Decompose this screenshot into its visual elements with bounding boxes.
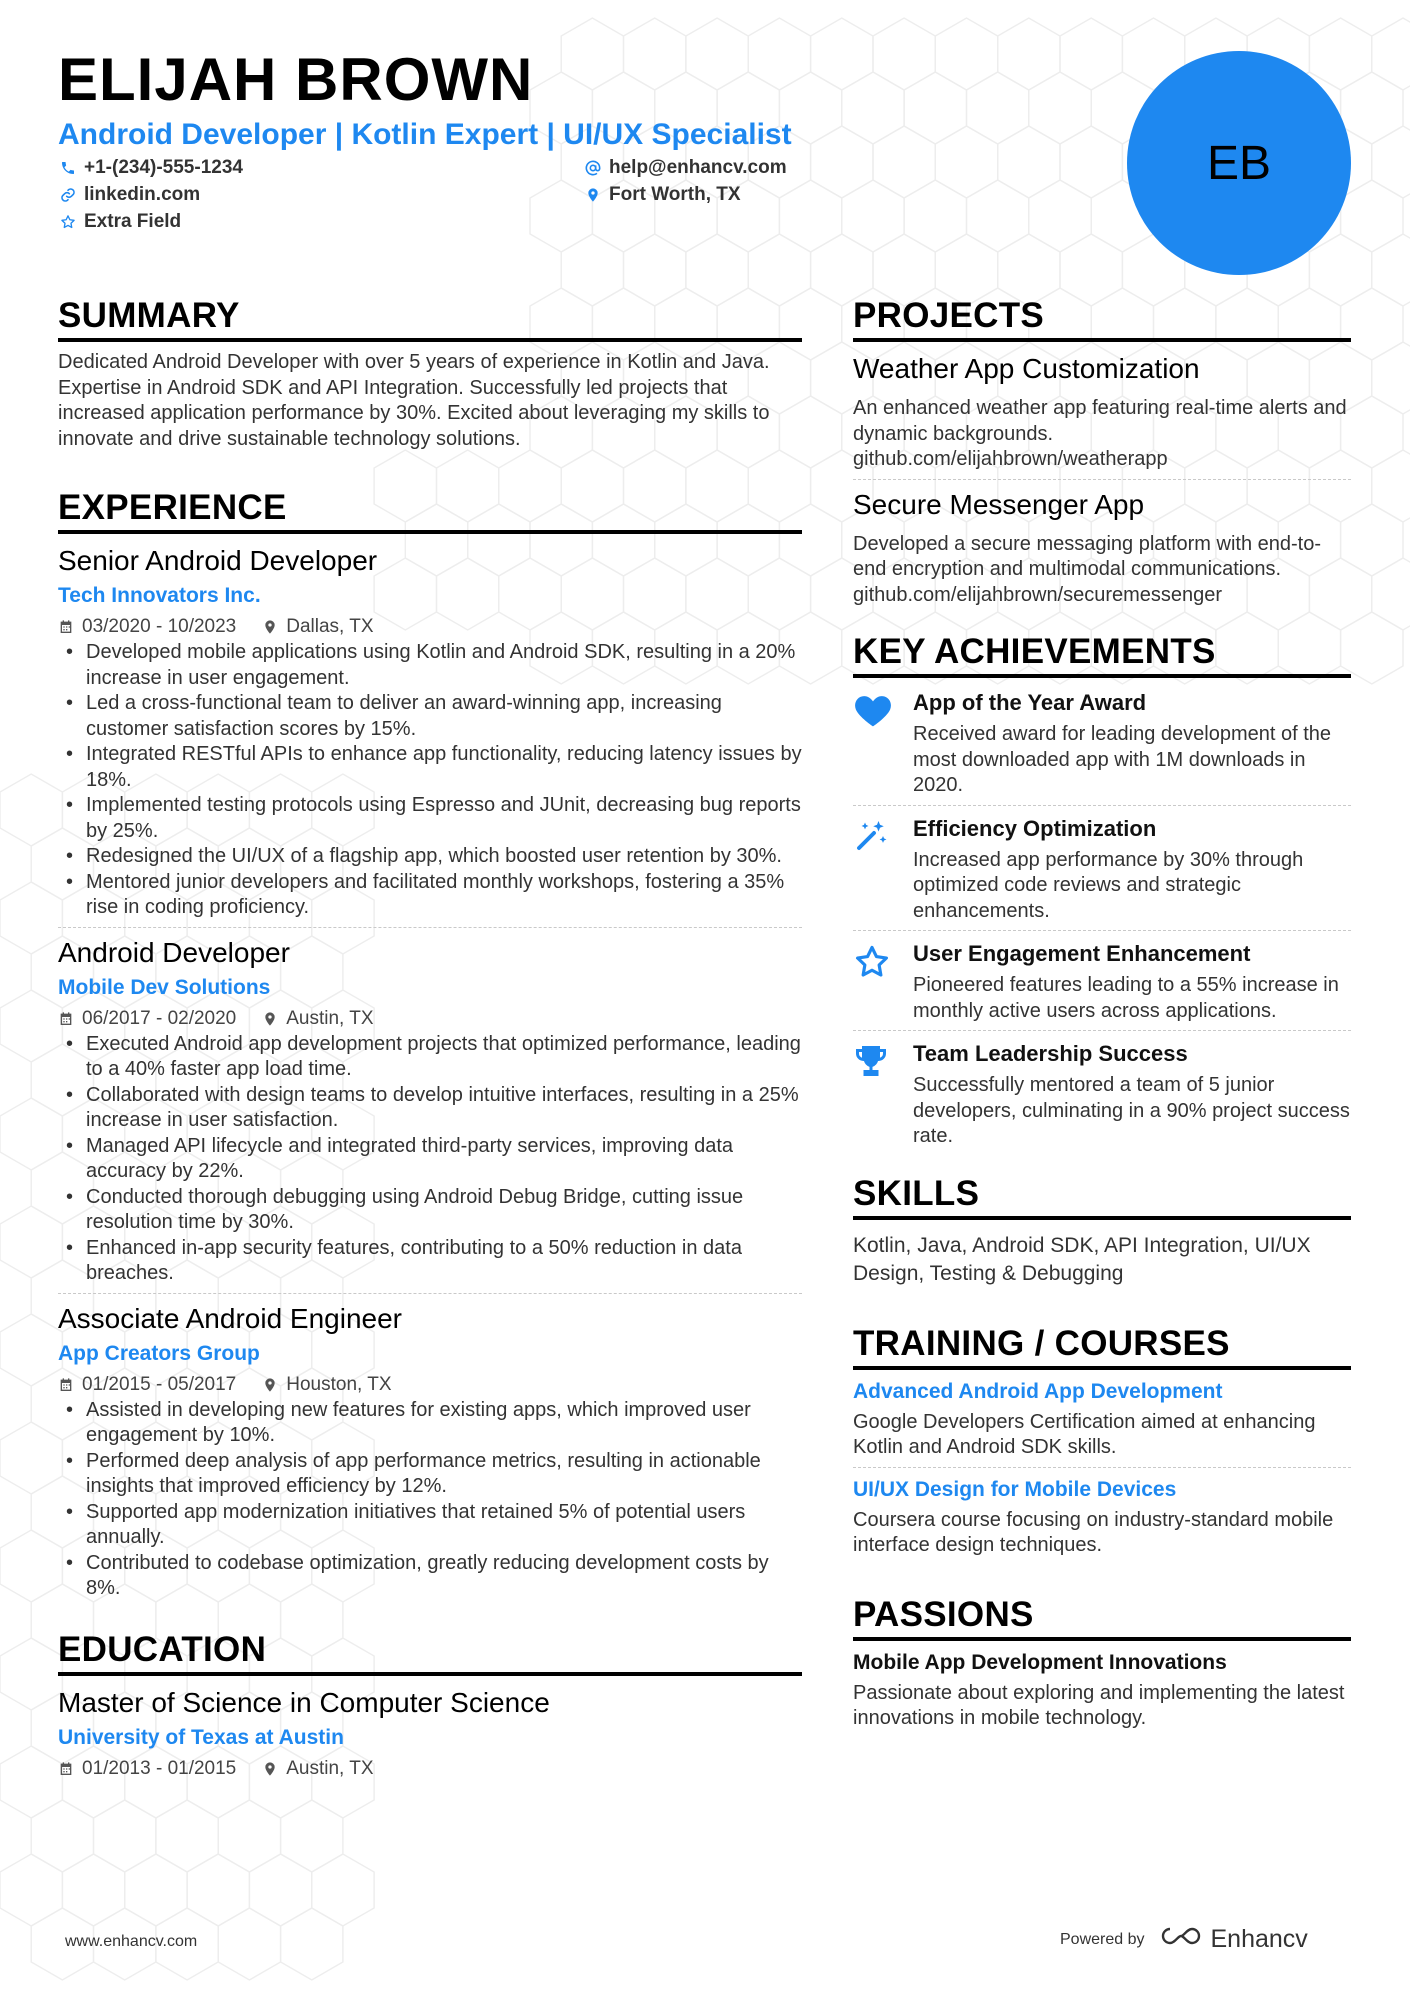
course-entry [853, 1468, 1351, 1559]
job-bullet: • Led a cross-functional team to deliver an award-winning app, increasing customer satisfaction scores by 15%. [86, 691, 802, 742]
contact-linkedin[interactable] [60, 183, 200, 207]
passion-description: Passionate about exploring and implementing the latest innovations in mobile technology. [853, 1681, 1345, 1729]
powered-by-label: Powered by [1060, 1930, 1145, 1948]
achievement-title: User Engagement Enhancement [913, 941, 1251, 966]
job-bullet: • Developed mobile applications using Kotlin and Android SDK, resulting in a 20% increase in user engagement. [86, 640, 802, 691]
job-title: Senior Android Developer [58, 545, 378, 576]
achievement-description: Successfully mentored a team of 5 junior developers, culminating in a 90% project success rate. [913, 1074, 1350, 1147]
achievement-title: Team Leadership Success [913, 1041, 1188, 1066]
job-bullet: • Contributed to codebase optimization, greatly reducing development costs by 8%. [86, 1551, 802, 1602]
job-bullet: • Supported app modernization initiatives that retained 5% of potential users annually. [86, 1500, 802, 1551]
education-dates: 01/2013 - 01/2015 [82, 1757, 237, 1779]
achievement-item [853, 1031, 1351, 1150]
job-bullets [58, 1032, 802, 1287]
achievements-section [853, 632, 1351, 1150]
calendar-icon [58, 1761, 74, 1777]
job-title: Android Developer [58, 936, 290, 968]
job-company: Tech Innovators Inc. [58, 584, 261, 607]
course-entry [853, 1370, 1351, 1468]
calendar-icon [58, 619, 74, 635]
achievement-item [853, 678, 1351, 806]
achievement-content [913, 1039, 1351, 1150]
passions-heading: PASSIONS [853, 1595, 1351, 1641]
job-location: Houston, TX [286, 1373, 392, 1395]
training-section [853, 1324, 1351, 1559]
job-dates: 01/2015 - 05/2017 [82, 1373, 237, 1395]
summary-heading: SUMMARY [58, 296, 802, 342]
contact-phone[interactable] [60, 156, 243, 180]
job-meta [58, 1006, 802, 1032]
education-heading: EDUCATION [58, 1630, 802, 1676]
candidate-headline: Android Developer | Kotlin Expert | UI/UX Specialist [58, 118, 792, 151]
location-pin-icon [262, 1377, 278, 1393]
project-name: Weather App Customization [853, 353, 1200, 384]
contact-phone-text: +1-(234)-555-1234 [84, 157, 243, 178]
experience-section [58, 488, 802, 1602]
achievement-content [913, 688, 1351, 799]
trophy-icon [853, 1039, 897, 1150]
phone-icon [60, 160, 76, 176]
job-bullet: • Enhanced in-app security features, contributing to a 50% reduction in data breaches. [86, 1236, 802, 1287]
achievement-title: App of the Year Award [913, 690, 1147, 715]
contact-email[interactable] [585, 156, 787, 180]
education-entry [58, 1676, 802, 1782]
job-bullet: • Conducted thorough debugging using Android Debug Bridge, cutting issue resolution time by 30%. [86, 1185, 802, 1236]
project-link[interactable]: github.com/elijahbrown/securemessenger [853, 583, 1223, 606]
project-description: An enhanced weather app featuring real-time alerts and dynamic backgrounds. [853, 397, 1347, 445]
skills-heading: SKILLS [853, 1174, 1351, 1220]
job-location: Dallas, TX [286, 616, 374, 637]
education-school: University of Texas at Austin [58, 1725, 344, 1749]
job-dates: 03/2020 - 10/2023 [82, 616, 237, 637]
project-entry [853, 480, 1351, 609]
education-location: Austin, TX [286, 1757, 374, 1779]
experience-entry [58, 928, 802, 1294]
heart-icon [853, 688, 897, 799]
summary-text: Dedicated Android Developer with over 5 years of experience in Kotlin and Java. Expertise in Android SDK and API Integration. Successfully led projects that increased application performance by 30%. Excited about leveraging my skills to innovate and drive sustainable technology solutions. [58, 351, 770, 450]
location-pin-icon [262, 1761, 278, 1777]
job-location: Austin, TX [286, 1007, 374, 1029]
training-heading: TRAINING / COURSES [853, 1324, 1351, 1370]
skills-list: Kotlin, Java, Android SDK, API Integration, UI/UX Design, Testing & Debugging [853, 1233, 1311, 1285]
location-pin-icon [262, 619, 278, 635]
skills-section [853, 1174, 1351, 1288]
job-dates: 06/2017 - 02/2020 [82, 1007, 237, 1029]
avatar [1127, 51, 1351, 275]
project-name: Secure Messenger App [853, 488, 1145, 520]
job-bullet: • Implemented testing protocols using Espresso and JUnit, decreasing bug reports by 25%. [86, 793, 802, 844]
passion-title: Mobile App Development Innovations [853, 1650, 1227, 1674]
achievement-description: Received award for leading development of the most downloaded app with 1M downloads in 2020. [913, 723, 1332, 796]
job-bullet: • Mentored junior developers and facilitated monthly workshops, fostering a 35% rise in coding proficiency. [86, 870, 802, 921]
contact-email-text: help@enhancv.com [609, 157, 787, 178]
achievement-title: Efficiency Optimization [913, 815, 1157, 841]
job-bullet: • Integrated RESTful APIs to enhance app functionality, reducing latency issues by 18%. [86, 742, 802, 793]
job-bullets [58, 640, 802, 921]
link-icon [60, 187, 76, 203]
right-column [853, 296, 1351, 1732]
calendar-icon [58, 1377, 74, 1393]
candidate-name: ELIJAH BROWN [58, 46, 534, 113]
job-meta [58, 1372, 802, 1398]
course-description: Google Developers Certification aimed at enhancing Kotlin and Android SDK skills. [853, 1410, 1316, 1458]
brand-name: Enhancv [1210, 1925, 1308, 1953]
passions-section [853, 1595, 1351, 1732]
job-bullet: • Assisted in developing new features for existing apps, which improved user engagement by 10%. [86, 1398, 802, 1449]
achievement-content [913, 814, 1351, 925]
job-company: App Creators Group [58, 1341, 260, 1365]
location-pin-icon [585, 187, 601, 203]
achievements-heading: KEY ACHIEVEMENTS [853, 632, 1351, 678]
experience-entry [58, 1294, 802, 1602]
achievement-item [853, 931, 1351, 1031]
education-meta [58, 1756, 802, 1782]
course-title: UI/UX Design for Mobile Devices [853, 1477, 1177, 1501]
location-pin-icon [262, 1011, 278, 1027]
job-bullets [58, 1398, 802, 1602]
projects-section [853, 296, 1351, 608]
job-bullet: • Redesigned the UI/UX of a flagship app, which boosted user retention by 30%. [86, 844, 802, 870]
achievement-description: Increased app performance by 30% through optimized code reviews and strategic enhancements. [913, 848, 1304, 922]
course-description: Coursera course focusing on industry-standard mobile interface design techniques. [853, 1508, 1334, 1556]
at-sign-icon [585, 160, 601, 176]
achievement-content [913, 939, 1351, 1024]
contact-location [585, 183, 741, 207]
course-title: Advanced Android App Development [853, 1379, 1223, 1403]
left-column [58, 296, 802, 1782]
contact-linkedin-text: linkedin.com [84, 184, 201, 205]
project-description: Developed a secure messaging platform with end-to-end encryption and multimodal communications. [853, 532, 1322, 580]
summary-section [58, 296, 802, 452]
education-degree: Master of Science in Computer Science [58, 1686, 550, 1718]
passion-entry [853, 1641, 1351, 1732]
contact-location-text: Fort Worth, TX [609, 184, 741, 205]
footer-branding [1060, 1925, 1308, 1954]
brand-logo[interactable] [1159, 1925, 1308, 1954]
project-entry [853, 342, 1351, 480]
avatar-initials: EB [1206, 136, 1272, 190]
infinity-logo-icon [1159, 1925, 1203, 1954]
job-title: Associate Android Engineer [58, 1302, 402, 1334]
achievement-item [853, 806, 1351, 932]
job-bullet: • Performed deep analysis of app performance metrics, resulting in actionable insights that improved efficiency by 12%. [86, 1449, 802, 1500]
magic-wand-icon [853, 814, 897, 925]
job-company: Mobile Dev Solutions [58, 975, 271, 999]
contact-extra-text: Extra Field [84, 211, 182, 232]
job-meta [58, 614, 802, 640]
achievement-description: Pioneered features leading to a 55% increase in monthly active users across applications. [913, 974, 1339, 1022]
job-bullet: • Collaborated with design teams to develop intuitive interfaces, resulting in a 25% increase in user satisfaction. [86, 1083, 802, 1134]
education-section [58, 1630, 802, 1782]
project-link[interactable]: github.com/elijahbrown/weatherapp [853, 448, 1168, 470]
calendar-icon [58, 1011, 74, 1027]
experience-heading: EXPERIENCE [58, 488, 802, 534]
contact-extra-field [60, 210, 181, 234]
job-bullet: • Managed API lifecycle and integrated third-party services, improving data accuracy by 22%. [86, 1134, 802, 1185]
experience-entry [58, 534, 802, 928]
footer-website[interactable]: www.enhancv.com [65, 1933, 198, 1950]
star-icon [853, 939, 897, 1024]
projects-heading: PROJECTS [853, 296, 1351, 342]
job-bullet: • Executed Android app development projects that optimized performance, leading to a 40% faster app load time. [86, 1032, 802, 1083]
star-outline-icon [60, 214, 76, 230]
